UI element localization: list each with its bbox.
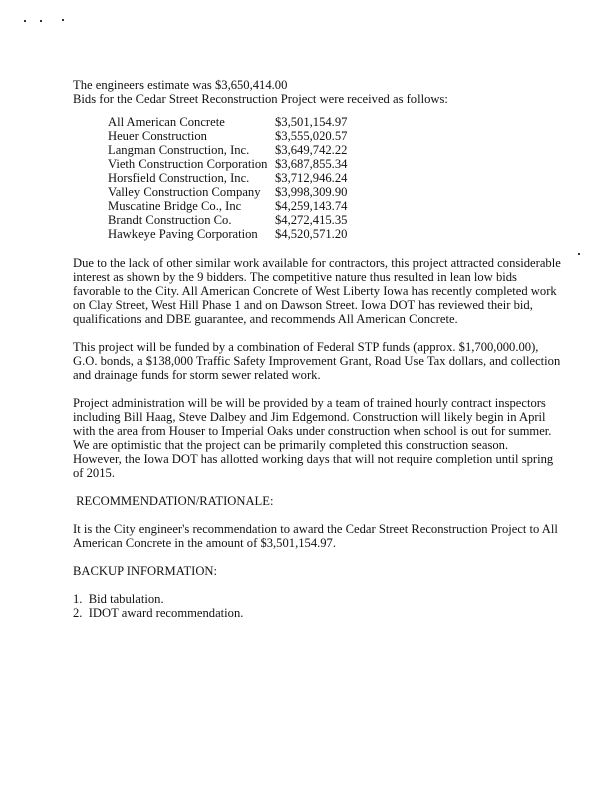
paragraph-line: with the area from Houser to Imperial Oaks under construction when school is out for summer. [73, 424, 552, 438]
paragraph-line: including Bill Haag, Steve Dalbey and Jim Edgemond. Construction will likely begin in April [73, 410, 546, 424]
paragraph-line: However, the Iowa DOT has allotted working days that will not require completion until spring [73, 452, 554, 466]
recommendation-heading: RECOMMENDATION/RATIONALE: [73, 494, 274, 508]
backup-heading: BACKUP INFORMATION: [73, 564, 218, 578]
bidder: Heuer Construction [108, 129, 207, 143]
recommendation-line: American Concrete in the amount of $3,501,154.97. [73, 536, 337, 550]
bid-amount: $3,555,020.57 [275, 129, 348, 143]
bid-row [108, 185, 348, 199]
bid-amount: $4,272,415.35 [275, 213, 348, 227]
bid-row [108, 129, 348, 143]
backup-item: 1. Bid tabulation. [73, 592, 164, 606]
bidder: Muscatine Bridge Co., Inc [108, 199, 242, 213]
paragraph-line: This project will be funded by a combination of Federal STP funds (approx. $1,700,000.00), [73, 340, 539, 354]
bid-amount: $3,998,309.90 [275, 185, 348, 199]
paragraph-line: and drainage funds for storm sewer related work. [73, 368, 321, 382]
bid-amount: $3,501,154.97 [275, 115, 348, 129]
bid-amount: $4,520,571.20 [275, 227, 348, 241]
bidder: Langman Construction, Inc. [108, 143, 250, 157]
scan-speck [62, 19, 64, 21]
bid-amount: $3,687,855.34 [275, 157, 348, 171]
scan-speck [578, 253, 580, 255]
bid-amount: $4,259,143.74 [275, 199, 348, 213]
bidder: Vieth Construction Corporation [108, 157, 268, 171]
bidder: All American Concrete [108, 115, 225, 129]
bidder: Hawkeye Paving Corporation [108, 227, 258, 241]
bid-row [108, 213, 348, 227]
paragraph-line: We are optimistic that the project can be primarily completed this construction season. [73, 438, 509, 452]
paragraph-line: Project administration will be will be provided by a team of trained hourly contract inspectors [73, 396, 546, 410]
bid-row [108, 143, 348, 157]
paragraph-line: interest as shown by the 9 bidders. The competitive nature thus resulted in lean low bids [73, 270, 517, 284]
bid-row [108, 115, 348, 129]
bidder: Horsfield Construction, Inc. [108, 171, 250, 185]
bid-row [108, 171, 348, 185]
paragraph-line: of 2015. [73, 466, 115, 480]
engineers-estimate: The engineers estimate was $3,650,414.00 [73, 78, 288, 92]
scan-speck [40, 20, 42, 22]
bidder: Brandt Construction Co. [108, 213, 232, 227]
bids-intro: Bids for the Cedar Street Reconstruction Project were received as follows: [73, 92, 448, 106]
paragraph-line: Due to the lack of other similar work available for contractors, this project attracted considerable [73, 256, 561, 270]
paragraph-line: favorable to the City. All American Concrete of West Liberty Iowa has recently completed work [73, 284, 557, 298]
bid-amount: $3,649,742.22 [275, 143, 348, 157]
scan-speck [24, 20, 26, 22]
paragraph-line: on Clay Street, West Hill Phase 1 and on Dawson Street. Iowa DOT has reviewed their bid, [73, 298, 533, 312]
bid-row [108, 199, 348, 213]
paragraph-line: qualifications and DBE guarantee, and recommends All American Concrete. [73, 312, 458, 326]
bid-amount: $3,712,946.24 [275, 171, 348, 185]
recommendation-line: It is the City engineer's recommendation to award the Cedar Street Reconstruction Project to All [73, 522, 558, 536]
bid-row [108, 227, 348, 241]
backup-item: 2. IDOT award recommendation. [73, 606, 244, 620]
bid-row [108, 157, 348, 171]
bidder: Valley Construction Company [108, 185, 261, 199]
paragraph-line: G.O. bonds, a $138,000 Traffic Safety Improvement Grant, Road Use Tax dollars, and collection [73, 354, 561, 368]
